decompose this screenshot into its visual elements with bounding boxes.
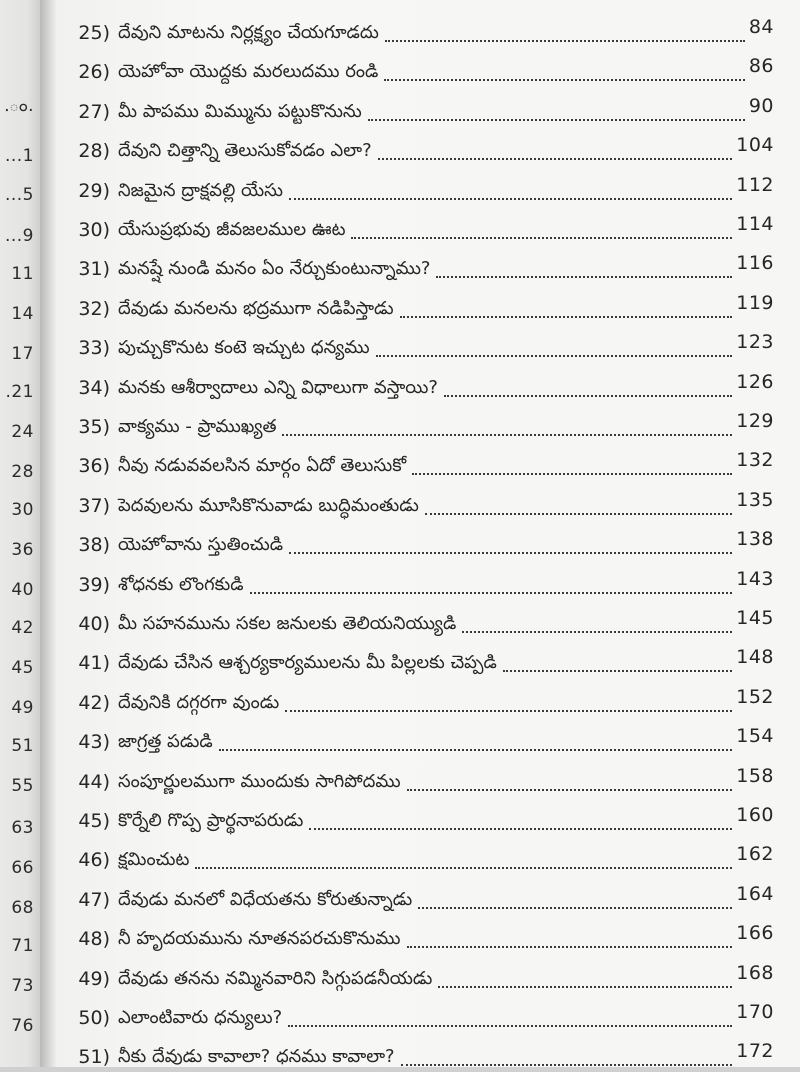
toc-dot-leader bbox=[384, 79, 745, 81]
toc-entry-title: ఎలాంటివారు ధన్యులు? bbox=[118, 1007, 283, 1028]
toc-entry-title: నీ హృదయమును నూతనపరచుకొనుము bbox=[118, 928, 401, 950]
toc-entry-number: 26) bbox=[78, 61, 110, 84]
toc-entry bbox=[56, 567, 800, 600]
toc-entry-title: నీకు దేవుడు కావాలా? ధనము కావాలా? bbox=[118, 1046, 395, 1068]
toc-entry-number: 36) bbox=[78, 455, 110, 478]
toc-dot-leader bbox=[425, 513, 732, 515]
toc-dot-leader bbox=[438, 986, 732, 988]
toc-dot-leader bbox=[436, 276, 732, 278]
toc-dot-leader bbox=[351, 237, 732, 239]
toc-entry bbox=[56, 961, 800, 994]
toc-entry-page: 114 bbox=[736, 213, 774, 235]
toc-entry-page: 172 bbox=[736, 1040, 774, 1063]
toc-dot-leader bbox=[309, 828, 732, 830]
toc-entry-title: దేవుడు తనను నమ్మినవారిని సిగ్గుపడనీయడు bbox=[118, 967, 433, 989]
right-page bbox=[56, 0, 800, 1067]
toc-dot-leader bbox=[462, 631, 732, 633]
toc-entry-title: దేవునికి దగ్గరగా వుండు bbox=[118, 691, 280, 713]
toc-entry bbox=[56, 173, 800, 206]
toc-entry-number: 35) bbox=[78, 416, 110, 438]
left-page-number: ...1 bbox=[4, 146, 34, 166]
toc-entry bbox=[56, 57, 800, 87]
toc-entry-title: మీ పాపము మిమ్మును పట్టుకొనును bbox=[118, 100, 362, 122]
toc-dot-leader bbox=[378, 158, 732, 160]
toc-entry bbox=[56, 94, 800, 127]
toc-entry-page: 90 bbox=[748, 94, 774, 117]
toc-entry bbox=[56, 370, 800, 403]
toc-entry-page: 132 bbox=[736, 449, 774, 472]
toc-entry-title: యెహోవా యొద్దకు మరలుదము రండి bbox=[118, 61, 379, 83]
toc-entry-title: దేవుడు చేసిన ఆశ్చర్యకార్యములను మీ పిల్లలకు చెప్పడి bbox=[118, 652, 497, 674]
toc-entry-page: 168 bbox=[736, 961, 774, 984]
toc-dot-leader bbox=[219, 749, 732, 751]
toc-entry-number: 50) bbox=[78, 1007, 110, 1029]
toc-dot-leader bbox=[195, 867, 732, 869]
toc-entry bbox=[56, 1003, 800, 1033]
left-page-edge bbox=[0, 0, 40, 1067]
toc-entry bbox=[56, 882, 800, 915]
toc-entry-number: 37) bbox=[78, 494, 110, 517]
toc-entry-page: 126 bbox=[736, 370, 774, 393]
toc-entry-title: సంపూర్ణులముగా ముందుకు సాగిపోదము bbox=[118, 770, 401, 792]
toc-entry-page: 158 bbox=[736, 764, 774, 787]
toc-entry-page: 86 bbox=[748, 55, 774, 78]
left-page-number: 42 bbox=[11, 618, 34, 638]
left-page-number: 71 bbox=[11, 936, 34, 956]
toc-dot-leader bbox=[282, 434, 732, 436]
toc-entry-number: 32) bbox=[78, 297, 110, 320]
toc-entry-number: 39) bbox=[78, 573, 110, 596]
toc-entry-title: నీవు నడువవలసిన మార్గం ఏదో తెలుసుకో bbox=[118, 455, 407, 477]
toc-entry bbox=[56, 685, 800, 718]
left-page-number: 14 bbox=[11, 304, 34, 324]
toc-entry-page: 135 bbox=[736, 488, 774, 511]
book-gutter bbox=[40, 0, 56, 1067]
left-page-number: 63 bbox=[11, 818, 34, 838]
toc-entry-page: 154 bbox=[736, 725, 774, 748]
toc-dot-leader bbox=[503, 670, 732, 672]
toc-entry-page: 162 bbox=[736, 843, 774, 866]
toc-dot-leader bbox=[250, 592, 732, 594]
toc-entry bbox=[56, 924, 800, 954]
toc-entry-title: కొర్నేలి గొప్ప ప్రార్థనాపరుడు bbox=[118, 810, 304, 831]
toc-entry-number: 41) bbox=[78, 652, 110, 675]
left-page-number: 51 bbox=[11, 736, 34, 756]
toc-entry-number: 46) bbox=[78, 849, 110, 872]
toc-entry-title: జాగ్రత్త పడుడి bbox=[118, 731, 213, 753]
toc-dot-leader bbox=[385, 40, 745, 42]
toc-entry-number: 42) bbox=[78, 691, 110, 714]
toc-dot-leader bbox=[418, 907, 732, 909]
left-page-number: 49 bbox=[11, 698, 34, 718]
toc-dot-leader bbox=[412, 473, 732, 475]
left-page-number: 30 bbox=[11, 500, 34, 520]
toc-entry-number: 48) bbox=[78, 928, 110, 951]
left-page-number: 17 bbox=[11, 344, 34, 364]
left-page-number: 73 bbox=[11, 976, 34, 996]
toc-entry-page: 129 bbox=[736, 410, 774, 432]
toc-dot-leader bbox=[407, 789, 732, 791]
toc-entry-title: క్షమించుట bbox=[118, 849, 190, 871]
toc-entry-title: దేవుడు మనలో విధేయతను కోరుతున్నాడు bbox=[118, 888, 413, 910]
toc-dot-leader bbox=[401, 1064, 732, 1066]
toc-dot-leader bbox=[444, 395, 732, 397]
toc-entry-page: 145 bbox=[736, 607, 774, 629]
toc-entry-title: యేసుప్రభువు జీవజలముల ఊట bbox=[118, 219, 346, 240]
left-page-number: 24 bbox=[11, 422, 34, 442]
toc-entry-title: మనష్షే నుండి మనం ఏం నేర్చుకుంటున్నాము? bbox=[118, 258, 431, 280]
toc-entry-title: మీ సహనమును సకల జనులకు తెలియనియ్యుడి bbox=[118, 613, 457, 634]
toc-entry bbox=[56, 1042, 800, 1072]
toc-dot-leader bbox=[289, 552, 732, 554]
toc-entry-title: మనకు ఆశీర్వాదాలు ఎన్ని విధాలుగా వస్తాయి? bbox=[118, 376, 438, 398]
toc-entry bbox=[56, 609, 800, 639]
left-page-number: .ం. bbox=[4, 96, 34, 116]
toc-entry bbox=[56, 451, 800, 481]
left-page-number: 76 bbox=[11, 1016, 34, 1036]
toc-entry bbox=[56, 727, 800, 757]
toc-entry-page: 170 bbox=[736, 1001, 774, 1023]
toc-entry-page: 164 bbox=[736, 882, 774, 905]
toc-entry-number: 40) bbox=[78, 613, 110, 635]
left-page-number: 66 bbox=[11, 858, 34, 878]
toc-dot-leader bbox=[400, 316, 732, 318]
toc-entry-number: 30) bbox=[78, 219, 110, 241]
toc-entry-number: 44) bbox=[78, 770, 110, 793]
toc-entry-page: 148 bbox=[736, 646, 774, 669]
toc-entry bbox=[56, 291, 800, 324]
toc-entry-number: 45) bbox=[78, 810, 110, 832]
toc-entry-page: 112 bbox=[736, 173, 774, 196]
toc-entry-number: 38) bbox=[78, 534, 110, 557]
toc-entry bbox=[56, 648, 800, 678]
toc-entry-number: 47) bbox=[78, 888, 110, 911]
left-page-number: 40 bbox=[11, 580, 34, 600]
toc-entry bbox=[56, 136, 800, 166]
toc-entry-number: 25) bbox=[78, 22, 110, 44]
toc-entry-number: 28) bbox=[78, 140, 110, 163]
left-page-number: 28 bbox=[11, 462, 34, 482]
toc-dot-leader bbox=[289, 198, 732, 200]
toc-entry-number: 33) bbox=[78, 337, 110, 360]
toc-dot-leader bbox=[407, 946, 732, 948]
toc-entry bbox=[56, 333, 800, 363]
toc-entry-page: 84 bbox=[748, 16, 774, 38]
toc-entry-title: దేవుడు మనలను భద్రముగా నడిపిస్తాడు bbox=[118, 297, 394, 319]
left-page-number: 11 bbox=[11, 264, 34, 284]
left-page-number: 55 bbox=[11, 776, 34, 796]
toc-entry bbox=[56, 530, 800, 560]
left-page-number: 68 bbox=[11, 898, 34, 918]
toc-entry-title: నిజమైన ద్రాక్షవల్లి యేసు bbox=[118, 179, 284, 201]
toc-entry-title: దేవుని చిత్తాన్ని తెలుసుకోవడం ఎలా? bbox=[118, 140, 372, 162]
toc-entry-page: 119 bbox=[736, 291, 774, 314]
toc-entry-title: యెహోవాను స్తుతించుడి bbox=[118, 534, 284, 556]
toc-entry-page: 143 bbox=[736, 567, 774, 590]
toc-entry-page: 166 bbox=[736, 922, 774, 945]
toc-entry-page: 116 bbox=[736, 252, 774, 275]
toc-dot-leader bbox=[368, 119, 745, 121]
toc-entry-title: వాక్యము - ప్రాముఖ్యత bbox=[118, 416, 277, 437]
toc-entry-page: 152 bbox=[736, 685, 774, 708]
toc-entry-page: 104 bbox=[736, 134, 774, 157]
toc-entry-page: 123 bbox=[736, 331, 774, 354]
left-page-number: ...9 bbox=[4, 226, 34, 246]
left-page-number: 36 bbox=[11, 540, 34, 560]
toc-entry-number: 31) bbox=[78, 258, 110, 281]
toc-entry bbox=[56, 488, 800, 521]
toc-entry-page: 160 bbox=[736, 804, 774, 826]
toc-entry-number: 51) bbox=[78, 1046, 110, 1069]
toc-entry-number: 27) bbox=[78, 100, 110, 123]
toc-dot-leader bbox=[285, 710, 732, 712]
toc-entry-title: పుచ్చుకొనుట కంటె ఇచ్చుట ధన్యము bbox=[118, 337, 370, 359]
toc-entry-number: 34) bbox=[78, 376, 110, 399]
toc-entry-title: పెదవులను మూసికొనువాడు బుద్ధిమంతుడు bbox=[118, 494, 419, 516]
toc-entry bbox=[56, 764, 800, 797]
left-page-number: .21 bbox=[5, 382, 34, 402]
toc-entry bbox=[56, 215, 800, 245]
toc-entry-page: 138 bbox=[736, 528, 774, 551]
toc-entry bbox=[56, 254, 800, 284]
toc-entry-title: శోధనకు లొంగకుడి bbox=[118, 573, 244, 595]
toc-entry bbox=[56, 845, 800, 875]
left-page-number: 45 bbox=[11, 658, 34, 678]
toc-entry-number: 43) bbox=[78, 731, 110, 754]
left-page-number: ...5 bbox=[4, 185, 34, 205]
toc-entry-number: 29) bbox=[78, 179, 110, 202]
toc-entry bbox=[56, 806, 800, 836]
toc-dot-leader bbox=[288, 1025, 732, 1027]
toc-entry bbox=[56, 412, 800, 442]
toc-dot-leader bbox=[376, 355, 732, 357]
toc-entry bbox=[56, 18, 800, 48]
toc-entry-title: దేవుని మాటను నిర్లక్ష్యం చేయగూడదు bbox=[118, 22, 379, 43]
toc-entry-number: 49) bbox=[78, 967, 110, 990]
